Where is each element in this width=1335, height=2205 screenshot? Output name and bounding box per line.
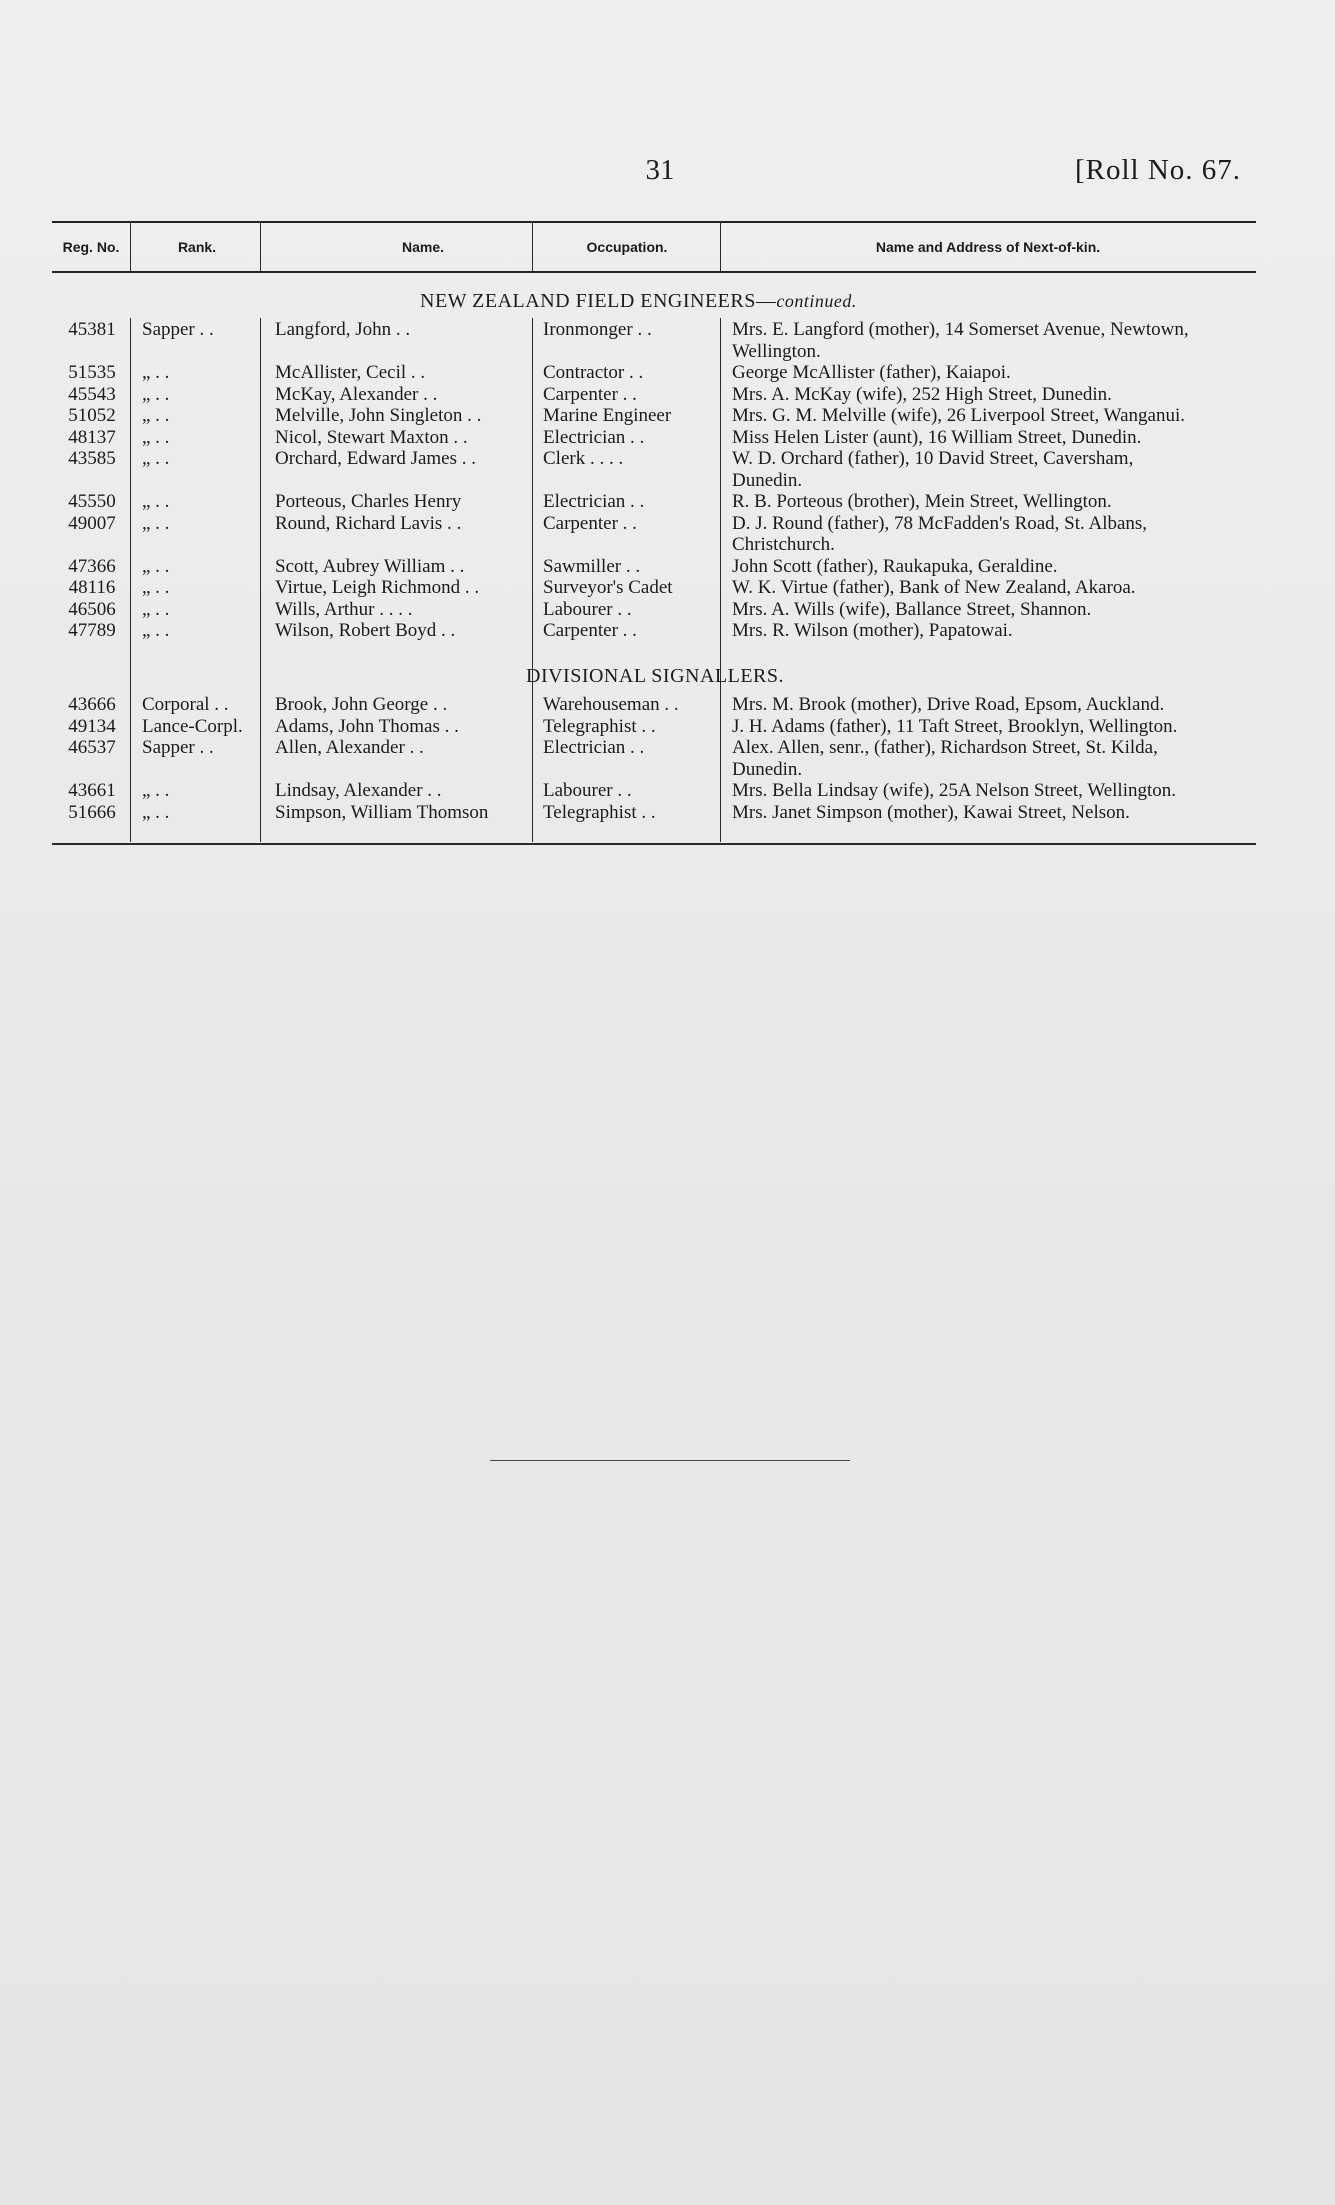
reg-no-cell: 49007 bbox=[68, 512, 116, 534]
name-cell: Orchard, Edward James . . bbox=[275, 448, 477, 469]
header-next-of-kin: Name and Address of Next-of-kin. bbox=[875, 239, 1101, 255]
name-cell: Adams, John Thomas . . bbox=[275, 715, 459, 737]
next-of-kin-cell: Mrs. Janet Simpson (mother), Kawai Street, Nelson. bbox=[732, 801, 1130, 823]
next-of-kin-cell: Mrs. Bella Lindsay (wife), 25A Nelson Street, Wellington. bbox=[732, 780, 1177, 801]
next-of-kin-cell: Miss Helen Lister (aunt), 16 William Street, Dunedin. bbox=[732, 426, 1142, 448]
rank-cell: „ . . bbox=[142, 362, 170, 383]
table-bottom-rule bbox=[52, 843, 1256, 845]
reg-no-cell: 48116 bbox=[68, 577, 116, 598]
table-row bbox=[0, 471, 1335, 491]
section-title-text: NEW ZEALAND FIELD ENGINEERS— bbox=[420, 290, 777, 312]
name-cell: Simpson, William Thomson bbox=[275, 801, 489, 823]
table-row bbox=[0, 578, 1335, 598]
name-cell: Nicol, Stewart Maxton . . bbox=[275, 426, 468, 448]
next-of-kin-cell: George McAllister (father), Kaiapoi. bbox=[732, 362, 1011, 383]
roll-number: [Roll No. 67. bbox=[1075, 154, 1242, 186]
next-of-kin-cell: J. H. Adams (father), 11 Taft Street, Brooklyn, Wellington. bbox=[732, 715, 1178, 737]
next-of-kin-cell: Alex. Allen, senr., (father), Richardson Street, St. Kilda, bbox=[732, 737, 1158, 758]
next-of-kin-cell: Dunedin. bbox=[732, 758, 803, 780]
header-occupation: Occupation. bbox=[586, 239, 668, 255]
next-of-kin-cell: Dunedin. bbox=[732, 469, 803, 491]
page-number: 31 bbox=[645, 154, 675, 186]
rank-cell: Sapper . . bbox=[142, 319, 214, 340]
next-of-kin-cell: Mrs. A. McKay (wife), 252 High Street, Dunedin. bbox=[732, 383, 1112, 405]
name-cell: McAllister, Cecil . . bbox=[275, 362, 426, 383]
table-row bbox=[0, 621, 1335, 641]
occupation-cell: Marine Engineer bbox=[543, 405, 672, 426]
name-cell: Wills, Arthur . . . . bbox=[275, 598, 413, 620]
occupation-cell: Carpenter . . bbox=[543, 512, 637, 534]
table-row bbox=[0, 738, 1335, 758]
rank-cell: „ . . bbox=[142, 620, 170, 641]
name-cell: Lindsay, Alexander . . bbox=[275, 780, 442, 801]
next-of-kin-cell: Wellington. bbox=[732, 340, 821, 362]
next-of-kin-cell: D. J. Round (father), 78 McFadden's Road, St. Albans, bbox=[732, 512, 1148, 534]
reg-no-cell: 47366 bbox=[68, 555, 116, 577]
name-cell: Scott, Aubrey William . . bbox=[275, 555, 465, 577]
next-of-kin-cell: Mrs. R. Wilson (mother), Papatowai. bbox=[732, 620, 1013, 641]
next-of-kin-cell: Mrs. E. Langford (mother), 14 Somerset Avenue, Newtown, bbox=[732, 319, 1189, 340]
table-row bbox=[0, 514, 1335, 534]
name-cell: McKay, Alexander . . bbox=[275, 383, 438, 405]
reg-no-cell: 47789 bbox=[68, 620, 116, 641]
reg-no-cell: 51052 bbox=[68, 405, 116, 426]
table-row bbox=[0, 428, 1335, 448]
header-name: Name. bbox=[401, 239, 445, 255]
rank-cell: Lance-Corpl. bbox=[142, 715, 243, 737]
column-divider bbox=[260, 221, 261, 271]
rank-cell: „ . . bbox=[142, 577, 170, 598]
occupation-cell: Contractor . . bbox=[543, 362, 644, 383]
table-row bbox=[0, 535, 1335, 555]
next-of-kin-cell: Mrs. M. Brook (mother), Drive Road, Epsom, Auckland. bbox=[732, 694, 1165, 715]
reg-no-cell: 45543 bbox=[68, 383, 116, 405]
table-row bbox=[0, 600, 1335, 620]
occupation-cell: Surveyor's Cadet bbox=[543, 577, 673, 598]
section-title-suffix: continued. bbox=[776, 291, 857, 311]
rank-cell: „ . . bbox=[142, 383, 170, 405]
reg-no-cell: 46506 bbox=[68, 598, 116, 620]
column-divider bbox=[720, 221, 721, 271]
table-row bbox=[0, 385, 1335, 405]
rank-cell: Sapper . . bbox=[142, 737, 214, 758]
next-of-kin-cell: Mrs. A. Wills (wife), Ballance Street, Shannon. bbox=[732, 598, 1092, 620]
table-row bbox=[0, 492, 1335, 512]
name-cell: Melville, John Singleton . . bbox=[275, 405, 482, 426]
occupation-cell: Telegraphist . . bbox=[543, 801, 656, 823]
rank-cell: „ . . bbox=[142, 491, 170, 512]
column-divider bbox=[130, 221, 131, 271]
name-cell: Brook, John George . . bbox=[275, 694, 448, 715]
table-row bbox=[0, 320, 1335, 340]
occupation-cell: Electrician . . bbox=[543, 491, 645, 512]
reg-no-cell: 43666 bbox=[68, 694, 116, 715]
rank-cell: „ . . bbox=[142, 405, 170, 426]
rank-cell: „ . . bbox=[142, 801, 170, 823]
rank-cell: „ . . bbox=[142, 780, 170, 801]
table-row bbox=[0, 363, 1335, 383]
header-rank: Rank. bbox=[177, 239, 217, 255]
occupation-cell: Sawmiller . . bbox=[543, 555, 641, 577]
occupation-cell: Electrician . . bbox=[543, 737, 645, 758]
table-header bbox=[52, 221, 1256, 273]
end-rule bbox=[490, 1460, 850, 1461]
rank-cell: „ . . bbox=[142, 598, 170, 620]
reg-no-cell: 45381 bbox=[68, 319, 116, 340]
occupation-cell: Clerk . . . . bbox=[543, 448, 624, 469]
occupation-cell: Labourer . . bbox=[543, 780, 632, 801]
next-of-kin-cell: W. D. Orchard (father), 10 David Street, Caversham, bbox=[732, 448, 1134, 469]
reg-no-cell: 43585 bbox=[68, 448, 116, 469]
rank-cell: „ . . bbox=[142, 512, 170, 534]
table-row bbox=[0, 406, 1335, 426]
table-row bbox=[0, 781, 1335, 801]
table-row bbox=[0, 557, 1335, 577]
name-cell: Wilson, Robert Boyd . . bbox=[275, 620, 456, 641]
rank-cell: „ . . bbox=[142, 555, 170, 577]
table-row bbox=[0, 803, 1335, 823]
rank-cell: „ . . bbox=[142, 426, 170, 448]
reg-no-cell: 48137 bbox=[68, 426, 116, 448]
occupation-cell: Electrician . . bbox=[543, 426, 645, 448]
occupation-cell: Warehouseman . . bbox=[543, 694, 679, 715]
rank-cell: Corporal . . bbox=[142, 694, 229, 715]
name-cell: Porteous, Charles Henry bbox=[275, 491, 462, 512]
reg-no-cell: 51666 bbox=[68, 801, 116, 823]
occupation-cell: Telegraphist . . bbox=[543, 715, 656, 737]
reg-no-cell: 43661 bbox=[68, 780, 116, 801]
table-row bbox=[0, 717, 1335, 737]
name-cell: Round, Richard Lavis . . bbox=[275, 512, 462, 534]
next-of-kin-cell: John Scott (father), Raukapuka, Geraldine. bbox=[732, 555, 1058, 577]
table-row bbox=[0, 342, 1335, 362]
reg-no-cell: 46537 bbox=[68, 737, 116, 758]
occupation-cell: Labourer . . bbox=[543, 598, 632, 620]
column-divider bbox=[532, 221, 533, 271]
section-title-field-engineers bbox=[420, 290, 857, 313]
table-row bbox=[0, 695, 1335, 715]
next-of-kin-cell: R. B. Porteous (brother), Mein Street, Wellington. bbox=[732, 491, 1112, 512]
section-title-divisional-signallers: DIVISIONAL SIGNALLERS. bbox=[526, 665, 785, 687]
table-row bbox=[0, 449, 1335, 469]
header-reg-no: Reg. No. bbox=[62, 239, 120, 255]
name-cell: Virtue, Leigh Richmond . . bbox=[275, 577, 480, 598]
name-cell: Langford, John . . bbox=[275, 319, 411, 340]
next-of-kin-cell: Mrs. G. M. Melville (wife), 26 Liverpool Street, Wanganui. bbox=[732, 405, 1185, 426]
reg-no-cell: 51535 bbox=[68, 362, 116, 383]
rank-cell: „ . . bbox=[142, 448, 170, 469]
next-of-kin-cell: Christchurch. bbox=[732, 534, 835, 555]
occupation-cell: Carpenter . . bbox=[543, 383, 637, 405]
next-of-kin-cell: W. K. Virtue (father), Bank of New Zealand, Akaroa. bbox=[732, 577, 1136, 598]
table-row bbox=[0, 760, 1335, 780]
reg-no-cell: 45550 bbox=[68, 491, 116, 512]
occupation-cell: Ironmonger . . bbox=[543, 319, 652, 340]
reg-no-cell: 49134 bbox=[68, 715, 116, 737]
occupation-cell: Carpenter . . bbox=[543, 620, 637, 641]
name-cell: Allen, Alexander . . bbox=[275, 737, 424, 758]
